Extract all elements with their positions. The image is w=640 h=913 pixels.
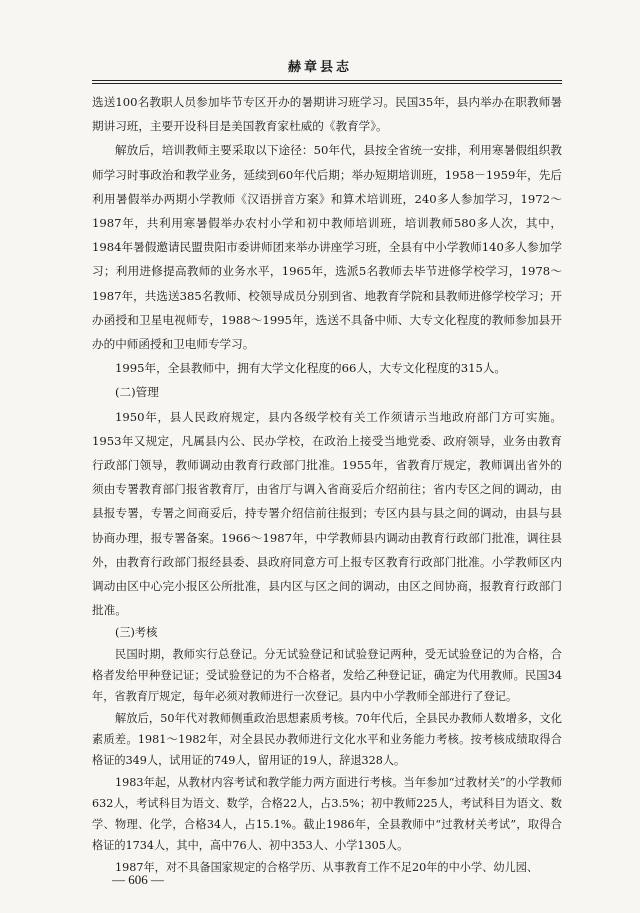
section-heading-management: (二)管理 [115,385,159,400]
header-rule [92,80,562,81]
paragraph-1995-stats: 1995年，全县教师中，拥有大学文化程度的66人，大专文化程度的315人。 [115,361,507,376]
paragraph-registration: 民国时期，教师实行总登记。分无试验登记和试验登记两种，受无试验登记的为合格，合格者发给甲种登记证；受试验登记的为不合格者，发给乙种登记证，确定为代用教师。民国34年，省教育厅规定，每年必须对教师进行一次登记。县内中小学教师全部进行了登记。 [92,647,562,704]
running-header: 赫章县志 [287,60,352,75]
header-rule-double [92,83,562,84]
paragraph-1987: 1987年，对不具备国家规定的合格学历、从事教育工作不足20年的中小学、幼儿园、 [115,860,539,874]
paragraph-continuation: 选送100名教职人员参加毕节专区开办的暑期讲习班学习。民国35年，县内举办在职教师暑期讲习班，主要开设科目是美国教育家杜威的《教育学》。 [92,95,562,134]
paragraph-training: 解放后，培训教师主要采取以下途径：50年代，县按全省统一安排，利用寒暑假组织教师学习时事政治和教学业务，延续到60年代后期；举办短期培训班，1958－1959年，先后利用暑假举办两期小学教师《汉语拼音方案》和算术培训班，240多人参加学习，1972～1987年，共利用寒暑假举办农村小学和初中教师培训班，培训教师580多人次，其中，1984年暑假邀请民盟贵阳市委讲师团来举办讲座学习班，全县有中小学教师140多人参加学习；利用进修提高教师的业务水平，1965年，选派5名教师去毕节进修学校学习，1978～1987年，共选送385名教师、校领导成员分别到省、地教育学院和县教师进修学校学习；开办函授和卫星电视师专，1988～1995年，选送不具备中师、大专文化程度的教师参加县开办的中师函授和卫电师专学习。 [92,143,562,352]
section-heading-assessment: (三)考核 [115,626,158,640]
page-number: — 606 — [112,872,164,887]
paragraph-post-liberation: 解放后，50年代对教师侧重政治思想素质考核。70年代后，全县民办教师人数增多，文化素质差。1981～1982年，对全县民办教师进行文化水平和业务能力考核。按考核成绩取得合格证的349人，试用证的749人，留用证的19人，辞退328人。 [92,711,562,768]
main-text [92,90,562,878]
paragraph-1983: 1983年起，从教材内容考试和教学能力两方面进行考核。当年参加“过教材关”的小学教师632人，考试科目为语文、数学，合格22人，占3.5%；初中教师225人，考试科目为语文、数学、物理、化学，合格34人，占15.1%。截止1986年，全县教师中“过教材关考试”，取得合格证的1734人，其中，高中76人、初中353人、小学1305人。 [92,775,562,853]
paragraph-management: 1950年，县人民政府规定，县内各级学校有关工作须请示当地政府部门方可实施。1953年又规定，凡属县内公、民办学校，在政治上接受当地党委、政府领导，业务由教育行政部门领导，教师调动由教育行政部门批准。1955年，省教育厅规定，教师调出省外的须由专署教育部门报省教育厅，由省厅与调入省商妥后介绍前往；省内专区之间的调动，由县报专署，专署之间商妥后，持专署介绍信前往报到；专区内县与县之间的调动，由县与县协商办理，报专署备案。1966～1987年，中学教师县内调动由教育行政部门批准，调往县外，由教育行政部门报经县委、县政府同意方可上报专区教育行政部门批准。小学教师区内调动由区中心完小报区公所批准，县内区与区之间的调动，由区之间协商，报教育行政部门批准。 [92,409,562,618]
